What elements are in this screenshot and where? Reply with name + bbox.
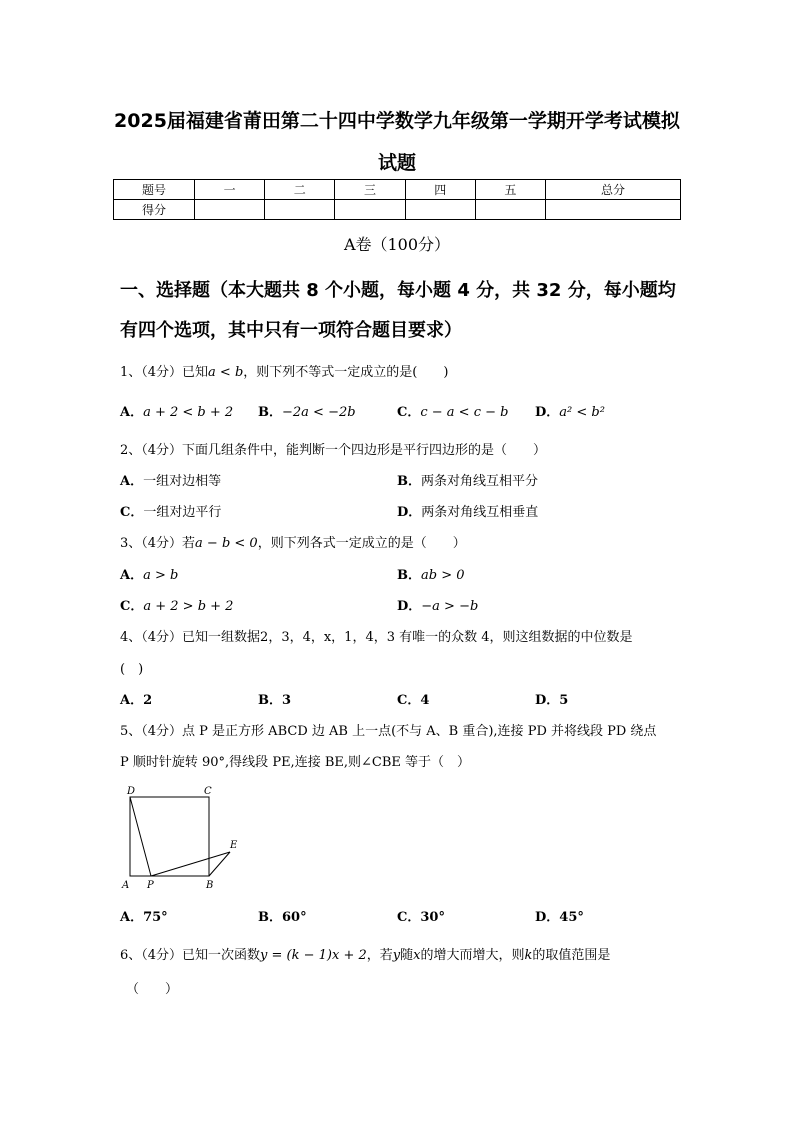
exam-title-line1: 2025届福建省莆田第二十四中学数学九年级第一学期开学考试模拟 (114, 110, 680, 132)
label-e: E (230, 840, 238, 851)
q4-option-a[interactable]: A．2 (120, 693, 153, 708)
q4-option-d[interactable]: D．5 (535, 693, 569, 708)
exam-title-line2: 试题 (377, 152, 416, 174)
q5-option-c[interactable]: C．30° (397, 910, 445, 925)
question-1 (120, 361, 448, 380)
q5-option-a[interactable]: A．75° (120, 910, 168, 925)
score-cell (405, 200, 475, 220)
q5-option-b[interactable]: B．60° (258, 910, 307, 925)
score-header-cell: 五 (475, 180, 545, 200)
section1-heading-line1: 一、选择题（本大题共 8 个小题，每小题 4 分，共 32 分，每小题均 (120, 280, 676, 301)
score-header-cell: 四 (405, 180, 475, 200)
q3-condition: a − b < 0 (195, 536, 258, 551)
q1-suffix: ，则下列不等式一定成立的是( ) (243, 365, 449, 380)
q5-option-d[interactable]: D．45° (535, 910, 584, 925)
score-cell (335, 200, 405, 220)
q2-option-a[interactable]: A．一组对边相等 (120, 474, 222, 489)
segment-pd (130, 797, 151, 876)
q2-option-d[interactable]: D．两条对角线互相垂直 (397, 505, 539, 520)
label-b: B (206, 880, 214, 891)
q3-option-c[interactable]: C．a + 2 > b + 2 (120, 599, 234, 614)
score-header-cell: 一 (195, 180, 265, 200)
q3-prefix: 3、（4分）若 (120, 536, 196, 551)
q3-option-b[interactable]: B．ab > 0 (397, 568, 465, 583)
segment-pe (151, 852, 230, 876)
q1-option-a[interactable]: A．a + 2 < b + 2 (120, 405, 234, 420)
score-row-label: 得分 (114, 200, 195, 220)
label-c: C (204, 786, 212, 797)
q1-condition: a < b (208, 365, 244, 380)
score-header-cell: 二 (265, 180, 335, 200)
q2-option-c[interactable]: C．一组对边平行 (120, 505, 222, 520)
score-cell (546, 200, 681, 220)
question-6: 6、（4分）已知一次函数y = (k − 1)x + 2，若y随x的增大而增大，则k的取值范围是 (120, 948, 611, 963)
score-header-cell: 三 (335, 180, 405, 200)
q5-square-figure (118, 782, 243, 894)
q1-option-c[interactable]: C．c − a < c − b (397, 405, 509, 420)
section1-heading-line2: 有四个选项，其中只有一项符合题目要求） (120, 320, 462, 341)
score-header-cell: 题号 (114, 180, 195, 200)
label-p: P (147, 880, 154, 891)
label-a: A (122, 880, 130, 891)
score-table-header-row (114, 180, 681, 200)
q4-option-c[interactable]: C．4 (397, 693, 430, 708)
question-5-line1: 5、（4分）点 P 是正方形 ABCD 边 AB 上一点(不与 A、B 重合),连接 PD 并将线段 PD 绕点 (120, 724, 657, 739)
score-cell (195, 200, 265, 220)
q3-option-d[interactable]: D．−a > −b (397, 599, 479, 614)
paper-label: A卷（100分） (343, 235, 451, 254)
q2-option-b[interactable]: B．两条对角线互相平分 (397, 474, 539, 489)
q1-option-b[interactable]: B．−2a < −2b (258, 405, 356, 420)
q3-option-a[interactable]: A．a > b (120, 568, 179, 583)
square-abcd (130, 797, 209, 876)
score-cell (265, 200, 335, 220)
label-d: D (127, 786, 136, 797)
score-table-row (114, 200, 681, 220)
question-2: 2、（4分）下面几组条件中，能判断一个四边形是平行四边形的是（ ） (120, 443, 547, 458)
q1-prefix: 1、（4分）已知 (120, 365, 209, 380)
question-4-line2: ( ) (120, 662, 144, 677)
question-4-line1: 4、（4分）已知一组数据2，3，4，x，1，4，3 有唯一的众数 4，则这组数据的中位数是 (120, 630, 633, 645)
question-3 (120, 532, 466, 551)
q6-function: y = (k − 1)x + 2 (260, 948, 367, 963)
score-table (113, 179, 681, 220)
q1-option-d[interactable]: D．a² < b² (535, 405, 605, 420)
q4-option-b[interactable]: B．3 (258, 693, 292, 708)
score-header-cell: 总分 (546, 180, 681, 200)
question-6-line2: （ ） (126, 982, 179, 997)
score-cell (475, 200, 545, 220)
q3-suffix: ，则下列各式一定成立的是（ ） (257, 536, 466, 551)
question-5-line2: P 顺时针旋转 90°,得线段 PE,连接 BE,则∠CBE 等于（ ） (120, 755, 471, 770)
